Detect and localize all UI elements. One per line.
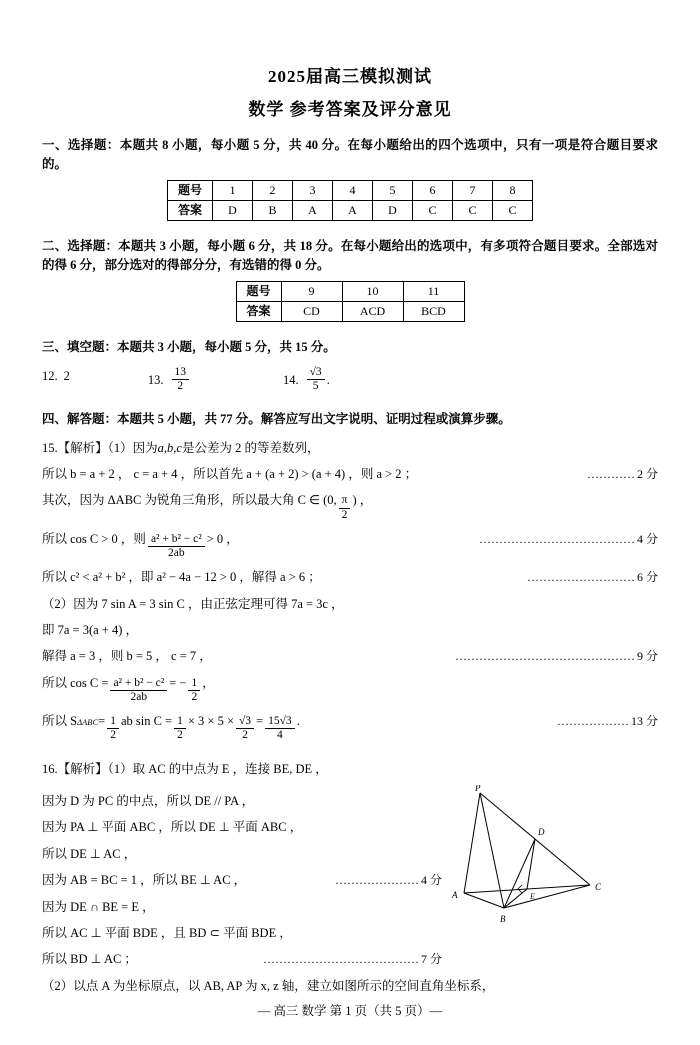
fraction-denominator: 2ab (130, 691, 148, 704)
q15-line-3-score: 4 分 (636, 531, 658, 546)
answer-table-2 (236, 281, 465, 322)
q16-line-4-text: 因为 AB = BC = 1 ，所以 BE ⊥ AC ， (42, 873, 247, 888)
answer-table-1-wrap (42, 180, 658, 221)
q16-line-5-text: 因为 DE ∩ BE = E ， (42, 899, 155, 914)
fraction-denominator: 2 (177, 380, 184, 393)
q15-cosC-fraction (110, 677, 167, 704)
table1-row-label-answer: 答案 (168, 200, 213, 220)
svg-text:P: P (475, 785, 481, 794)
leader-dots: ……………………… (526, 570, 635, 585)
q16-line-2-text: 因为 PA ⊥ 平面 ABC ，所以 DE ⊥ 平面 ABC ， (42, 820, 303, 835)
fill-blank-12-value: 2 (63, 368, 70, 383)
table1-num-3: 3 (293, 180, 333, 200)
table-row (236, 281, 464, 301)
table1-num-8: 8 (493, 180, 533, 200)
q16-line-1 (42, 792, 442, 811)
fraction-numerator: a² + b² − c² (110, 677, 167, 691)
fraction-denominator: 2ab (168, 547, 185, 560)
table-row (168, 200, 533, 220)
table1-ans-7: C (453, 200, 493, 220)
q16-line-4-score: 4 分 (420, 873, 442, 888)
table2-num-9: 9 (281, 281, 342, 301)
q16-line-7-text: 所以 BD ⊥ AC ； (42, 952, 137, 967)
fill-blank-14-tail: . (326, 372, 330, 387)
title-block (0, 62, 700, 120)
q15-line-4 (42, 568, 658, 587)
fill-blank-13-num: 13. (147, 372, 164, 387)
q15-line-8-tail: ， (202, 675, 215, 690)
q15-head-text2: 是公差为 2 的等差数列， (181, 440, 320, 455)
q16-body (42, 785, 658, 970)
table-row (236, 301, 464, 321)
leader-dots: ………………… (334, 873, 419, 888)
q16-line-2 (42, 818, 442, 837)
q15-cos-fraction (148, 533, 205, 560)
section-one-heading: 一、选择题：本题共 8 小题，每小题 5 分，共 40 分。在每小题给出的四个选项中，只有一项是符合题目要求的。 (42, 138, 658, 172)
q15-line-2-text: 其次，因为 ΔABC 为锐角三角形，所以最大角 C ∈ (0, (42, 493, 337, 508)
page-footer: — 高三 数学 第 1 页（共 5 页）— (257, 1004, 443, 1018)
fraction-denominator: 2 (110, 729, 116, 742)
table2-ans-10: ACD (342, 301, 403, 321)
q15-line-9 (42, 712, 658, 743)
table2-row-label-answer: 答案 (236, 301, 281, 321)
q16-line-5 (42, 898, 442, 917)
q16-figure-column (442, 785, 632, 935)
q15-line-1 (42, 465, 658, 484)
answer-table-1 (167, 180, 533, 221)
q15-line-1-text: 所以 b = a + 2 ， c = a + 4 ，所以首先 a + (a + 2) > (a + 4) ，则 a > 2 ； (42, 467, 418, 482)
table1-num-6: 6 (413, 180, 453, 200)
table2-ans-9: CD (281, 301, 342, 321)
table-row (168, 180, 533, 200)
q15-products: × 3 × 5 × (187, 714, 234, 729)
svg-text:E: E (530, 892, 535, 902)
q15-line-4-score: 6 分 (636, 570, 658, 585)
q15-line-2 (42, 491, 658, 522)
q15-header (42, 439, 658, 458)
q15-line-7-text: 解得 a = 3 ，则 b = 5 ， c = 7 ， (42, 649, 212, 664)
q15-frac-half-1 (107, 715, 119, 742)
table1-ans-8: C (493, 200, 533, 220)
table1-ans-2: B (253, 200, 293, 220)
table1-num-5: 5 (373, 180, 413, 200)
document-content (42, 136, 658, 996)
q15-vars: a,b,c (157, 440, 182, 455)
fraction-numerator: √3 (307, 366, 325, 380)
leader-dots: ……………… (556, 714, 629, 729)
q15-line-6 (42, 621, 658, 640)
fraction-denominator: 2 (341, 508, 348, 521)
q15-head-text: 15.【解析】（1）因为 (42, 440, 158, 455)
q15-pi-over-2 (339, 494, 351, 521)
leader-dots: ……………………………………… (454, 649, 635, 664)
q15-frac-result (265, 715, 295, 742)
q15-line-5 (42, 595, 658, 614)
table1-ans-1: D (213, 200, 253, 220)
q16-header: 16.【解析】（1）取 AC 的中点为 E ，连接 BE, DE ， (42, 761, 328, 776)
q15-line-8-text: 所以 cos C = (42, 675, 109, 690)
table2-num-10: 10 (342, 281, 403, 301)
fraction-numerator: 1 (107, 715, 119, 729)
q15-line-2-tail: ) ， (352, 493, 373, 508)
q15-line-7-score: 9 分 (636, 649, 658, 664)
fill-blank-12-num: 12. (42, 368, 58, 383)
q15-line-3-text: 所以 cos C > 0 ，则 (42, 531, 146, 546)
q15-eq1: = (98, 714, 106, 729)
q16-line-7 (42, 950, 442, 969)
fraction-denominator: 2 (242, 729, 248, 742)
fraction-numerator: 13 (172, 366, 190, 380)
q15-absinc: ab sin C = (120, 714, 173, 729)
q15-line-7 (42, 647, 658, 666)
q16-line-8 (42, 977, 658, 996)
page-title: 2025届高三模拟测试 (268, 67, 432, 86)
q15-line-6-text: 即 7a = 3(a + 4) ， (42, 623, 139, 638)
svg-text:A: A (452, 890, 458, 901)
geometry-figure (442, 785, 627, 935)
svg-text:C: C (595, 882, 602, 893)
q15-half-fraction (188, 677, 200, 704)
fraction-denominator: 2 (191, 691, 198, 704)
q16-line-8-text: （2）以点 A 为坐标原点，以 AB, AP 为 x, z 轴，建立如图所示的空间直角坐标系， (42, 978, 495, 993)
leader-dots: ………………………………… (262, 952, 419, 967)
table1-num-2: 2 (253, 180, 293, 200)
svg-text:B: B (500, 914, 506, 925)
q15-line-3-tail: > 0 ， (206, 531, 239, 546)
fill-blank-14-num: 14. (283, 372, 299, 387)
table1-ans-6: C (413, 200, 453, 220)
fraction-numerator: 1 (174, 715, 186, 729)
leader-dots: ………………………………… (478, 531, 635, 546)
table2-num-11: 11 (403, 281, 464, 301)
fill-blank-12 (42, 367, 70, 386)
q15-period: . (296, 714, 300, 729)
q15-frac-half-2 (174, 715, 186, 742)
q16-line-3-text: 所以 DE ⊥ AC ， (42, 846, 137, 861)
fill-blank-13 (148, 367, 191, 394)
fill-blank-14-fraction (307, 366, 325, 393)
answer-sheet-page (0, 62, 700, 1045)
q16-text-column (42, 785, 442, 970)
q15-area-subscript: ΔABC (77, 717, 99, 728)
table2-row-label-number: 题号 (236, 281, 281, 301)
table1-num-1: 1 (213, 180, 253, 200)
table1-ans-3: A (293, 200, 333, 220)
table1-num-4: 4 (333, 180, 373, 200)
q15-area-symbol: 所以 S (42, 714, 78, 729)
q16-line-6 (42, 924, 442, 943)
q16-line-6-text: 所以 AC ⊥ 平面 BDE ，且 BD ⊂ 平面 BDE ， (42, 925, 292, 940)
fill-blank-13-fraction (172, 366, 190, 393)
q15-frac-sqrt3-2 (236, 715, 254, 742)
fraction-numerator: 1 (188, 677, 200, 691)
page-subtitle: 数学 参考答案及评分意见 (248, 100, 452, 119)
table1-ans-4: A (333, 200, 373, 220)
q15-line-4-text: 所以 c² < a² + b² ，即 a² − 4a − 12 > 0 ，解得 a > 6 ； (42, 570, 321, 585)
q15-eq2: = (256, 714, 264, 729)
fill-blank-answers (42, 367, 658, 394)
q15-line-1-score: 2 分 (636, 467, 658, 482)
fraction-numerator: a² + b² − c² (148, 533, 205, 547)
table1-num-7: 7 (453, 180, 493, 200)
table1-ans-5: D (373, 200, 413, 220)
q16-line-1-text: 因为 D 为 PC 的中点，所以 DE // PA ， (42, 794, 255, 809)
fraction-numerator: 15√3 (265, 715, 295, 729)
fill-blank-14 (283, 367, 330, 394)
q16-line-4 (42, 871, 442, 890)
q15-line-8-eq: = − (169, 675, 187, 690)
fraction-denominator: 5 (312, 380, 319, 393)
q16-line-7-score: 7 分 (420, 952, 442, 967)
svg-text:D: D (538, 827, 545, 838)
q15-line-3 (42, 530, 658, 561)
leader-dots: ………… (586, 467, 635, 482)
fraction-numerator: √3 (236, 715, 254, 729)
section-two-heading: 二、选择题：本题共 3 小题，每小题 6 分，共 18 分。在每小题给出的选项中，有多项符合题目要求。全部选对的得 6 分，部分选对的得部分分，有选错的得 0 分。 (42, 238, 658, 273)
q15-line-8 (42, 674, 658, 705)
table1-row-label-number: 题号 (168, 180, 213, 200)
q15-line-5-text: （2）因为 7 sin A = 3 sin C ，由正弦定理可得 7a = 3c ， (42, 596, 344, 611)
fraction-denominator: 2 (177, 729, 183, 742)
section-four-heading: 四、解答题：本题共 5 小题，共 77 分。解答应写出文字说明、证明过程或演算步骤。 (42, 412, 511, 427)
table2-ans-11: BCD (403, 301, 464, 321)
fraction-denominator: 4 (277, 729, 283, 742)
q15-line-9-score: 13 分 (630, 714, 658, 729)
section-three-heading: 三、填空题：本题共 3 小题，每小题 5 分，共 15 分。 (42, 339, 336, 354)
q16-line-3 (42, 845, 442, 864)
fraction-numerator: π (339, 494, 351, 508)
answer-table-2-wrap (42, 281, 658, 322)
